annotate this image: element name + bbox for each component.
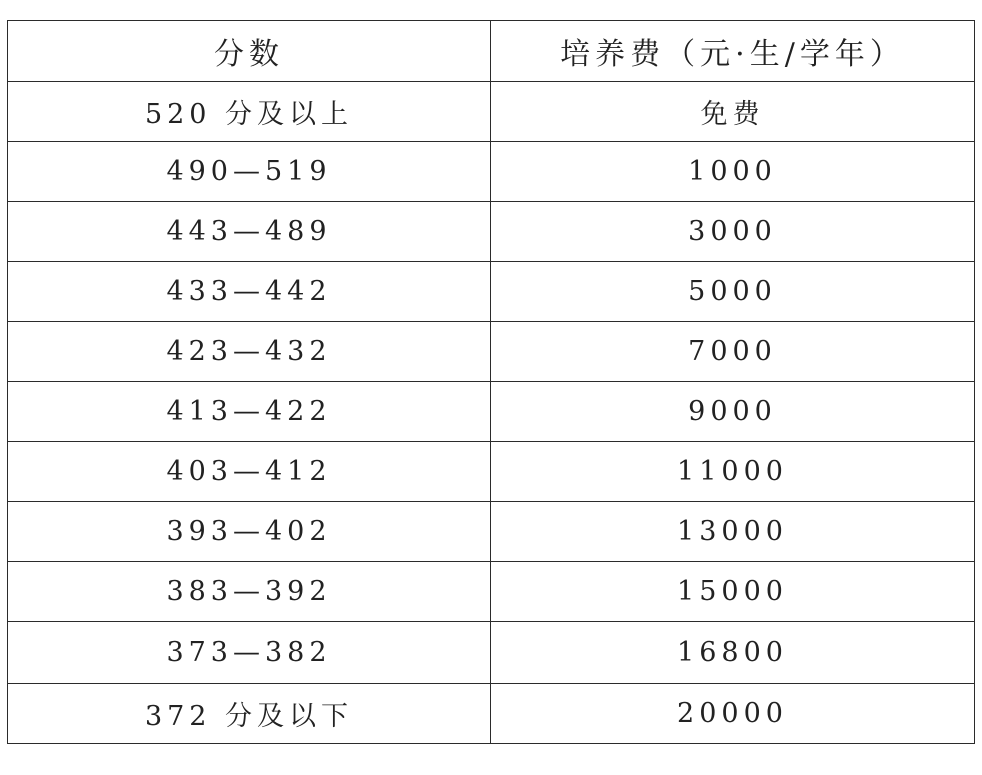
fee-cell: 3000: [491, 202, 975, 262]
score-cell: 443—489: [8, 202, 491, 262]
fee-table: [7, 20, 975, 744]
fee-cell: 11000: [491, 442, 975, 502]
score-cell: 373—382: [8, 622, 491, 684]
fee-cell: 免费: [491, 82, 975, 142]
fee-cell: 15000: [491, 562, 975, 622]
table-row: [8, 442, 975, 502]
header-score: 分数: [8, 21, 491, 82]
table-row: [8, 202, 975, 262]
fee-cell: 16800: [491, 622, 975, 684]
table-row: [8, 684, 975, 744]
score-cell: 372 分及以下: [8, 684, 491, 744]
fee-cell: 9000: [491, 382, 975, 442]
score-cell: 520 分及以上: [8, 82, 491, 142]
table-row: [8, 142, 975, 202]
table-row: [8, 502, 975, 562]
fee-cell: 1000: [491, 142, 975, 202]
score-cell: 413—422: [8, 382, 491, 442]
score-cell: 403—412: [8, 442, 491, 502]
table-row: [8, 82, 975, 142]
fee-cell: 20000: [491, 684, 975, 744]
fee-cell: 5000: [491, 262, 975, 322]
table-row: [8, 262, 975, 322]
fee-cell: 7000: [491, 322, 975, 382]
table-row: [8, 562, 975, 622]
score-cell: 490—519: [8, 142, 491, 202]
score-cell: 433—442: [8, 262, 491, 322]
fee-cell: 13000: [491, 502, 975, 562]
score-cell: 393—402: [8, 502, 491, 562]
score-cell: 423—432: [8, 322, 491, 382]
table-row: [8, 382, 975, 442]
header-row: [8, 21, 975, 82]
table-row: [8, 322, 975, 382]
score-cell: 383—392: [8, 562, 491, 622]
header-fee: 培养费（元·生/学年）: [491, 21, 975, 82]
table-row: [8, 622, 975, 684]
